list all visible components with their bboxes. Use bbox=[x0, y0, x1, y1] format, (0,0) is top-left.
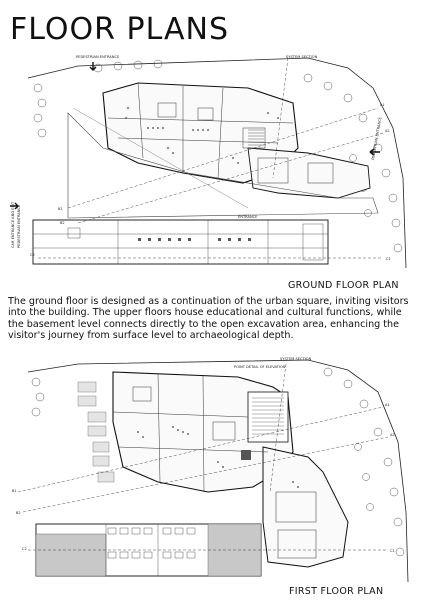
label-system-section: SYSTEM SECTION bbox=[286, 55, 318, 59]
ground-floor-caption: GROUND FLOOR PLAN bbox=[288, 280, 399, 291]
svg-text:A2: A2 bbox=[385, 129, 390, 133]
svg-text:B2: B2 bbox=[16, 511, 21, 515]
label-pedestrian-entrance-top: PEDESTRIAN ENTRANCE bbox=[76, 55, 120, 59]
svg-text:C1: C1 bbox=[390, 549, 395, 553]
svg-text:B2: B2 bbox=[60, 221, 65, 225]
first-floor-plan bbox=[8, 352, 418, 582]
description: The ground floor is designed as a continuation of the urban square, inviting visitors into the building. The upper floors house educational and cultural functions, while the basement level connects directly to the open excavation area, enhancing the visitor's journey from surface level to archaeological depth. bbox=[8, 296, 409, 341]
label-point-detail: POINT DETAIL OF ELEVATION bbox=[234, 365, 286, 369]
label-system-section-first: SYSTEM SECTION bbox=[280, 357, 312, 361]
first-floor-caption: FIRST FLOOR PLAN bbox=[289, 586, 384, 597]
svg-text:A2: A2 bbox=[390, 433, 395, 437]
label-side-pedestrian-entrance: PEDESTRIAN ENTRANCE bbox=[17, 204, 21, 248]
label-entrance: ENTRANCE bbox=[238, 215, 258, 219]
label-pedestrian-entrance-right: PEDESTRIAN ENTRANCE bbox=[371, 116, 383, 161]
svg-text:C2: C2 bbox=[22, 547, 27, 551]
svg-text:A1: A1 bbox=[380, 103, 385, 107]
svg-text:B1: B1 bbox=[12, 489, 17, 493]
svg-text:C1: C1 bbox=[386, 257, 391, 261]
svg-text:A1: A1 bbox=[385, 403, 390, 407]
svg-text:B1: B1 bbox=[58, 207, 63, 211]
page-title: FLOOR PLANS bbox=[10, 12, 230, 47]
svg-text:C2: C2 bbox=[30, 253, 35, 257]
label-car-entrance: CAR ENTRANCE AND EXIT bbox=[11, 201, 15, 248]
ground-floor-plan bbox=[8, 48, 418, 276]
